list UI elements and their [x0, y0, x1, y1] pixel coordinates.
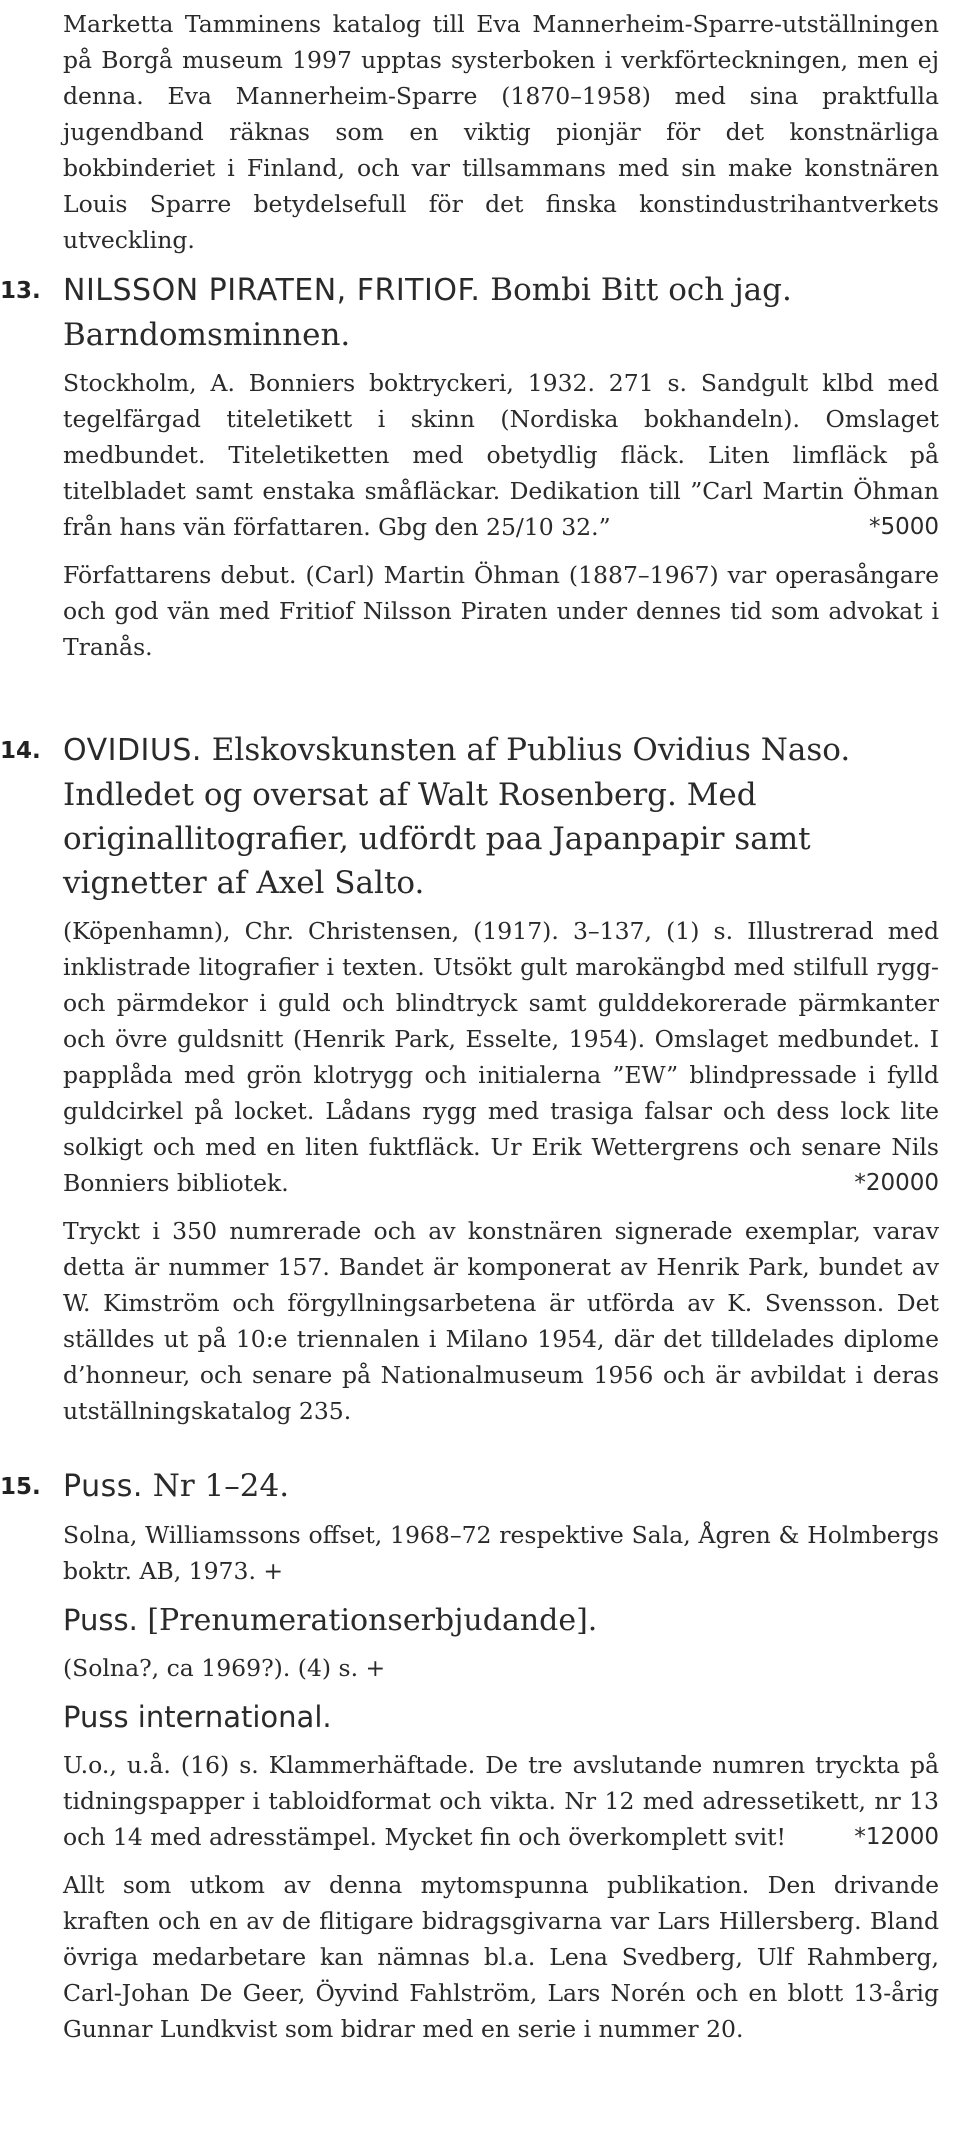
entry-number: 14.: [0, 738, 41, 764]
intro-paragraph: Marketta Tamminens katalog till Eva Mannerheim-Sparre-utställningen på Borgå museum 1997 upptas systerboken i verkförteckningen, men ej denna. Eva Mannerheim-Sparre (1870–1958) med sina praktfulla jugendband räknas som en viktig pionjär för det konstnärliga bokbinderiet i Finland, och var tillsammans med sin make konstnären Louis Sparre betydelsefull för det finska konstindustrihantverkets utveckling.: [63, 10, 939, 254]
entry-book-title: Bombi Bitt och jag. Barndomsminnen.: [63, 272, 792, 353]
entry-subtitle-2: [63, 1696, 939, 1739]
entry-title: [63, 268, 939, 357]
entry-subtitle-author: Puss.: [63, 1603, 138, 1637]
entry-price: *12000: [854, 1824, 939, 1850]
entry-number: 13.: [0, 278, 41, 304]
entry-note: Tryckt i 350 numrerade och av konstnären signerade exemplar, varav detta är nummer 157. Bandet är komponerat av Henrik Park, bundet av W. Kimström och förgyllningsarbetena är utförda av K. Svensson. Det ställdes ut på 10:e triennalen i Milano 1954, där det tilldelades diplome d’honneur, och senare på Nationalmuseum 1956 och är avbildat i deras utställningskatalog 235.: [63, 1217, 939, 1425]
entry-author: OVIDIUS.: [63, 733, 202, 768]
entry-subtitle-author: Puss international.: [63, 1700, 332, 1734]
entry-title: [63, 728, 939, 905]
entry-body: [63, 268, 939, 665]
entry-description: Solna, Williamssons offset, 1968–72 respektive Sala, Ågren & Holmbergs boktr. AB, 1973. +: [63, 1521, 939, 1585]
entry-price: *20000: [854, 1170, 939, 1196]
entry-author: NILSSON PIRATEN, FRITIOF.: [63, 273, 481, 308]
entry-subtitle-1: [63, 1599, 939, 1642]
entry-book-title: Nr 1–24.: [142, 1468, 290, 1504]
entry-subtitle-description: (Solna?, ca 1969?). (4) s. +: [63, 1654, 386, 1682]
entry-subtitle-title: [Prenumerationserbjudande].: [137, 1603, 598, 1638]
entry-title: [63, 1464, 939, 1509]
entry-number: 15.: [0, 1474, 41, 1500]
catalog-entry-15: [0, 1464, 939, 2047]
entry-note: Allt som utkom av denna mytomspunna publikation. Den drivande kraften och en av de flitigare bidragsgivarna var Lars Hillersberg. Bland övriga medarbetare kan nämnas bl.a. Lena Svedberg, Ulf Rahmberg, Carl-Johan De Geer, Öyvind Fahlström, Lars Norén och en blott 13-årig Gunnar Lundkvist som bidrar med en serie i nummer 20.: [63, 1871, 939, 2043]
entry-subtitle-description: U.o., u.å. (16) s. Klammerhäftade. De tre avslutande numren tryckta på tidningspapper i tabloidformat och vikta. Nr 12 med adressetikett, nr 13 och 14 med adresstämpel. Mycket fin och överkomplett svit! *12000: [63, 1747, 939, 1855]
entry-author: Puss.: [63, 1469, 143, 1504]
catalog-entry-14: [0, 728, 939, 1429]
catalog-entry-13: [0, 268, 939, 665]
entry-note: Författarens debut. (Carl) Martin Öhman (1887–1967) var operasångare och god vän med Fritiof Nilsson Piraten under dennes tid som advokat i Tranås.: [63, 561, 939, 661]
entry-body: [63, 1464, 939, 2047]
entry-book-title: Elskovskunsten af Publius Ovidius Naso. Indledet og oversat af Walt Rosenberg. Med originallitografier, udfördt paa Japanpapir samt vignetter af Axel Salto.: [63, 732, 851, 901]
entry-description: Stockholm, A. Bonniers boktryckeri, 1932. 271 s. Sandgult klbd med tegelfärgad titeletikett i skinn (Nordiska bokhandeln). Omslaget medbundet. Titeletiketten med obetydlig fläck. Liten limfläck på titelbladet samt enstaka småfläckar. Dedikation till ”Carl Martin Öhman från hans vän författaren. Gbg den 25/10 32.” *5000: [63, 365, 939, 545]
entry-price: *5000: [868, 514, 939, 540]
entry-description: (Köpenhamn), Chr. Christensen, (1917). 3–137, (1) s. Illustrerad med inklistrade litografier i texten. Utsökt gult marokängbd med stilfull rygg- och pärmdekor i guld och blindtryck samt gulddekorerade pärmkanter och övre guldsnitt (Henrik Park, Esselte, 1954). Omslaget medbundet. I papplåda med grön klotrygg och initialerna ”EW” blindpressade i fylld guldcirkel på locket. Lådans rygg med trasiga falsar och dess lock lite solkigt och med en liten fuktfläck. Ur Erik Wettergrens och senare Nils Bonniers bibliotek. *20000: [63, 913, 939, 1201]
entry-body: [63, 728, 939, 1429]
